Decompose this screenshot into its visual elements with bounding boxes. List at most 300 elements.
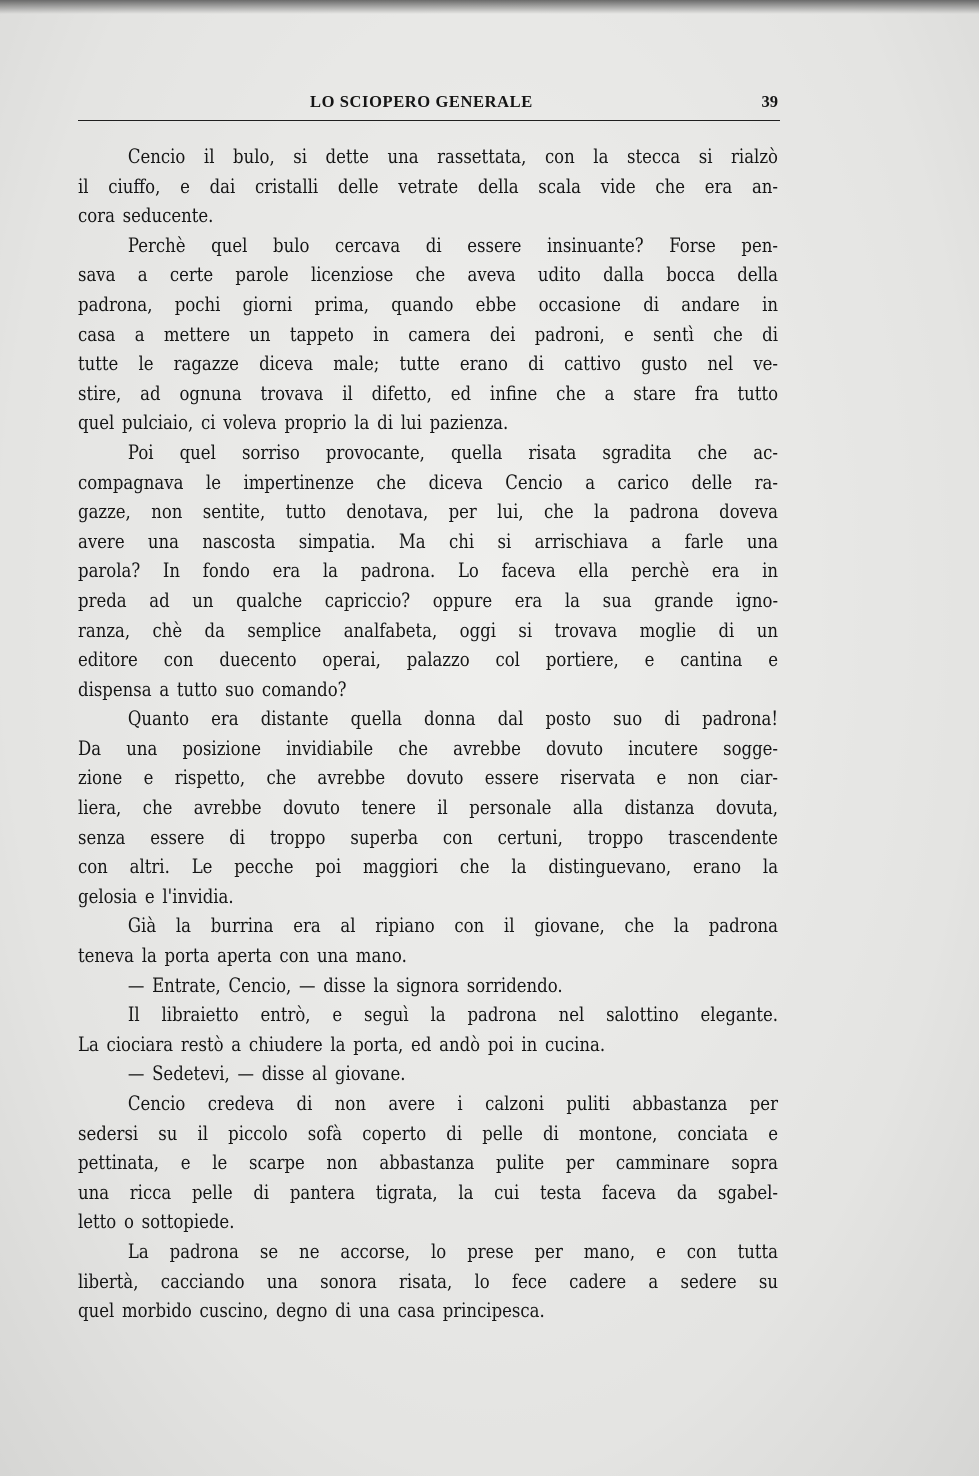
word: lo	[431, 1239, 447, 1263]
word: fece	[511, 1269, 547, 1293]
word: e	[624, 322, 634, 346]
word: che	[415, 263, 446, 287]
word: non	[326, 1151, 358, 1175]
word: per	[448, 500, 477, 524]
word: al	[312, 1062, 328, 1086]
word: parole	[235, 263, 289, 287]
text-line	[78, 201, 778, 231]
word: altri.	[129, 855, 170, 879]
word: quel	[78, 1299, 115, 1323]
word: era	[704, 174, 733, 198]
word: ra-	[754, 470, 778, 494]
word: padrona	[629, 500, 699, 524]
word: prese	[467, 1239, 514, 1263]
word: si	[293, 145, 308, 168]
word: quella	[450, 440, 503, 464]
word: bulo,	[233, 145, 275, 168]
word: senza	[78, 825, 126, 849]
text-line	[78, 1267, 778, 1297]
word: su	[758, 1269, 779, 1293]
word: a	[585, 470, 596, 494]
word: insinuante?	[546, 233, 644, 257]
word: non	[334, 1092, 367, 1115]
word: distanza	[624, 796, 695, 820]
word: le	[212, 1151, 228, 1175]
word: Cencio	[505, 470, 563, 494]
word: stecca	[626, 145, 681, 168]
word: pazienza.	[429, 411, 509, 435]
word: dovuto	[282, 796, 340, 820]
word: si	[698, 145, 713, 168]
text-line	[78, 793, 778, 823]
word: —	[127, 973, 145, 997]
word: con	[544, 145, 575, 168]
word: disse	[323, 973, 366, 997]
word: che	[655, 174, 685, 198]
text-line	[78, 379, 778, 409]
word: tutto	[176, 677, 218, 701]
word: lo	[474, 1269, 490, 1293]
word: coperto	[362, 1121, 427, 1145]
word: palazzo	[406, 648, 470, 672]
text-line	[78, 734, 778, 764]
word: licenziose	[310, 263, 394, 287]
word: giovane.	[334, 1062, 406, 1086]
word: personale	[469, 796, 552, 820]
word: padrona!	[702, 707, 779, 731]
word: la	[322, 559, 339, 583]
word: impertinenze	[243, 470, 355, 494]
word: sottopiede.	[141, 1210, 235, 1234]
word: la	[458, 1180, 474, 1204]
word: su	[158, 1121, 178, 1145]
word: tutto	[285, 500, 327, 524]
word: a	[604, 381, 615, 405]
word: distinguevano,	[548, 855, 672, 879]
word: non	[687, 766, 719, 790]
text-line	[78, 1148, 778, 1178]
word: pulciaio,	[121, 411, 194, 435]
word: e	[768, 1121, 778, 1145]
text-line	[78, 527, 778, 557]
text-line	[78, 260, 778, 290]
word: rassettata,	[437, 145, 527, 168]
word: la	[330, 1032, 346, 1056]
word: quel	[211, 233, 248, 257]
word: sgradita	[602, 440, 672, 464]
word: ve-	[753, 352, 778, 376]
word: male;	[333, 352, 380, 376]
word: ad	[140, 381, 161, 405]
word: sua	[602, 588, 632, 612]
word: e	[768, 648, 779, 672]
word: dovuto	[406, 766, 464, 790]
word: letto	[78, 1210, 117, 1234]
word: pelle	[482, 1121, 523, 1145]
word: cantina	[680, 648, 743, 672]
word: puliti	[566, 1092, 611, 1115]
word: con	[442, 825, 473, 849]
word: trovava	[554, 618, 618, 642]
word: dai	[209, 174, 236, 198]
word: simpatia.	[298, 529, 376, 553]
word: che	[697, 440, 728, 464]
word: quando	[391, 292, 454, 316]
word: una	[126, 736, 158, 760]
word: delle	[337, 174, 379, 198]
word: stire,	[78, 381, 122, 405]
word: una	[147, 529, 180, 553]
word: difetto,	[371, 381, 432, 405]
word: tappeto	[289, 322, 354, 346]
word: oggi	[459, 618, 497, 642]
word: tutto	[737, 381, 779, 405]
word: che	[543, 500, 574, 524]
word: di	[643, 292, 660, 316]
text-line	[78, 704, 778, 734]
word: un	[756, 618, 778, 642]
word: pochi	[174, 292, 221, 316]
word: che	[398, 736, 428, 760]
word: cucina.	[545, 1032, 606, 1056]
word: seguì	[363, 1003, 409, 1027]
word: era	[293, 914, 321, 938]
word: Cencio	[127, 1092, 186, 1115]
word: mano,	[583, 1239, 636, 1263]
word: risata	[528, 440, 577, 464]
text-line	[78, 556, 778, 586]
word: casa	[397, 1299, 435, 1323]
word: giovane,	[534, 914, 605, 938]
word: testa	[539, 1180, 582, 1204]
word: avrebbe	[193, 796, 262, 820]
word: che	[624, 914, 655, 938]
word: posizione	[182, 736, 261, 760]
word: porta	[164, 944, 210, 968]
word: carico	[617, 470, 669, 494]
word: comando?	[261, 677, 347, 701]
word: ragazze	[173, 352, 239, 376]
word: grande	[654, 588, 714, 612]
word: parola?	[78, 559, 141, 583]
word: libraietto	[161, 1003, 239, 1027]
word: montone,	[578, 1121, 658, 1145]
word: erano	[459, 352, 508, 376]
word: faceva	[501, 559, 556, 583]
word: moglie	[639, 618, 697, 642]
word: editore	[78, 648, 138, 672]
word: pecche	[234, 855, 294, 879]
word: in	[762, 292, 778, 316]
word: udito	[537, 263, 581, 287]
word: il	[437, 796, 448, 820]
word: zione	[78, 766, 123, 790]
word: in	[762, 559, 779, 583]
word: dette	[325, 145, 369, 168]
word: il	[503, 914, 515, 938]
word: mano.	[355, 944, 407, 968]
text-line	[78, 1059, 778, 1089]
word: chi	[448, 529, 475, 553]
word: un	[249, 322, 271, 346]
word: essere	[484, 766, 539, 790]
word: una	[78, 1180, 110, 1204]
word: pettinata,	[78, 1151, 160, 1175]
word: cattivo	[564, 352, 621, 376]
word: Da	[78, 736, 102, 760]
word: la	[175, 914, 192, 938]
word: Forse	[669, 233, 716, 257]
word: padrona	[467, 1003, 537, 1027]
word: oppure	[432, 588, 493, 612]
word: a	[651, 529, 662, 553]
word: fondo	[202, 559, 250, 583]
word: tutta	[737, 1239, 778, 1263]
word: avrebbe	[453, 736, 521, 760]
word: sava	[78, 263, 116, 287]
word: certe	[169, 263, 214, 287]
word: voleva	[223, 411, 277, 435]
text-line	[78, 1296, 778, 1326]
word: infine	[489, 381, 538, 405]
word: ognuna	[179, 381, 242, 405]
word: essere	[150, 825, 205, 849]
word: per	[534, 1239, 563, 1263]
running-title: LO SCIOPERO GENERALE	[310, 92, 533, 111]
text-line	[78, 586, 778, 616]
word: ciociara	[106, 1032, 174, 1056]
word: scarpe	[249, 1151, 305, 1175]
word: con	[686, 1239, 717, 1263]
word: ripiano	[375, 914, 435, 938]
word: trovava	[260, 381, 324, 405]
word: fra	[694, 381, 719, 405]
word: troppo	[269, 825, 326, 849]
word: padrona	[708, 914, 778, 938]
word: quel	[179, 440, 216, 464]
page-number: 39	[761, 92, 778, 111]
word: duecento	[219, 648, 297, 672]
word: una	[266, 1269, 298, 1293]
word: donna	[424, 707, 476, 731]
word: riservata	[560, 766, 636, 790]
word: cristalli	[254, 174, 319, 198]
word: e	[144, 884, 155, 908]
text-line	[78, 882, 778, 912]
word: padroni,	[534, 322, 605, 346]
word: di	[377, 411, 393, 435]
word: trascendente	[668, 825, 778, 849]
word: i	[457, 1092, 463, 1115]
word: cuscino,	[199, 1299, 269, 1323]
word: di	[335, 1299, 351, 1323]
word: la	[762, 855, 779, 879]
text-line	[78, 1089, 778, 1119]
word: da	[204, 618, 225, 642]
word: rialzò	[731, 145, 778, 168]
word: il	[342, 381, 353, 405]
text-line	[78, 971, 778, 1001]
word: posto	[545, 707, 592, 731]
word: alla	[572, 796, 604, 820]
word: dispensa	[78, 677, 152, 701]
word: igno-	[736, 588, 779, 612]
word: suo	[225, 677, 255, 701]
word: e	[180, 1151, 191, 1175]
word: sgabel-	[717, 1180, 778, 1204]
word: abbastanza	[632, 1092, 728, 1115]
word: accorse,	[340, 1239, 411, 1263]
text-line	[78, 290, 778, 320]
word: Già	[127, 914, 157, 938]
word: tigrata,	[375, 1180, 438, 1204]
word: gusto	[641, 352, 688, 376]
word: avrebbe	[317, 766, 386, 790]
word: il	[197, 1121, 209, 1145]
word: ed	[411, 1032, 432, 1056]
word: calzoni	[485, 1092, 544, 1115]
word: di	[253, 1180, 270, 1204]
word: mettere	[163, 322, 230, 346]
word: si	[497, 529, 512, 553]
word: —	[127, 1062, 145, 1086]
word: la	[141, 944, 157, 968]
word: provocante,	[325, 440, 425, 464]
word: per	[565, 1151, 595, 1175]
word: una	[358, 1299, 390, 1323]
word: dovuto	[545, 736, 604, 760]
text-line	[78, 616, 778, 646]
text-line	[78, 231, 778, 261]
word: ac-	[753, 440, 778, 464]
text-line	[78, 1119, 778, 1149]
word: essere	[467, 233, 522, 257]
word: che	[459, 855, 490, 879]
word: degno	[275, 1299, 328, 1323]
word: capriccio?	[324, 588, 411, 612]
word: la	[373, 973, 389, 997]
word: ranza,	[78, 618, 131, 642]
word: pulite	[496, 1151, 545, 1175]
text-line	[78, 823, 778, 853]
word: pelle	[191, 1180, 233, 1204]
word: in	[521, 1032, 538, 1056]
word: era	[272, 559, 301, 583]
word: che	[556, 381, 586, 405]
word: semplice	[247, 618, 322, 642]
word: a	[134, 322, 145, 346]
word: bocca	[666, 263, 716, 287]
word: si	[518, 618, 533, 642]
word: padrona	[169, 1239, 239, 1263]
word: Il	[127, 1003, 140, 1027]
word: avere	[78, 529, 125, 553]
word: qualche	[236, 588, 303, 612]
word: gelosia	[78, 884, 138, 908]
word: la	[430, 1003, 446, 1027]
text-line	[78, 1237, 778, 1267]
word: restò	[180, 1032, 224, 1056]
word: sofà	[307, 1121, 343, 1145]
word: disse	[261, 1062, 305, 1086]
word: lui,	[497, 500, 524, 524]
text-line	[78, 438, 778, 468]
word: per	[749, 1092, 778, 1115]
word: burrina	[210, 914, 274, 938]
word: maggiori	[363, 855, 439, 879]
word: lui	[400, 411, 422, 435]
word: da	[676, 1180, 698, 1204]
word: e	[656, 766, 667, 790]
word: Ma	[398, 529, 426, 553]
word: la	[354, 411, 370, 435]
word: se	[259, 1239, 279, 1263]
text-line	[78, 349, 778, 379]
word: casa	[78, 322, 116, 346]
word: padrona,	[78, 292, 153, 316]
word: che	[266, 766, 297, 790]
word: a	[231, 1032, 242, 1056]
word: una	[316, 944, 349, 968]
text-line	[78, 468, 778, 498]
word: di	[718, 618, 735, 642]
text-line	[78, 1030, 778, 1060]
word: una	[746, 529, 778, 553]
word: Quanto	[127, 707, 190, 731]
word: una	[387, 145, 419, 168]
word: teneva	[78, 944, 134, 968]
word: le	[138, 352, 154, 376]
word: credeva	[207, 1092, 275, 1115]
word: andare	[681, 292, 740, 316]
word: ci	[201, 411, 216, 435]
word: doveva	[719, 500, 778, 524]
word: quella	[350, 707, 402, 731]
word: di	[296, 1092, 313, 1115]
word: an-	[751, 174, 778, 198]
word: cora	[78, 204, 115, 228]
word: con	[279, 944, 310, 968]
word: giorni	[242, 292, 293, 316]
word: cadere	[569, 1269, 627, 1293]
word: farle	[684, 529, 724, 553]
word: che	[713, 322, 743, 346]
word: signora	[396, 973, 459, 997]
word: l'invidia.	[162, 884, 234, 908]
word: La	[127, 1239, 149, 1263]
word: chè	[152, 618, 183, 642]
word: vide	[600, 174, 636, 198]
word: porta,	[353, 1032, 404, 1056]
word: principesca.	[442, 1299, 545, 1323]
word: portiere,	[545, 648, 619, 672]
word: nel	[558, 1003, 585, 1027]
word: non	[151, 500, 183, 524]
text-line	[78, 497, 778, 527]
word: sonora	[320, 1269, 377, 1293]
word: Sedetevi,	[152, 1062, 230, 1086]
word: le	[205, 470, 221, 494]
word: faceva	[602, 1180, 657, 1204]
word: denotava,	[346, 500, 429, 524]
word: ebbe	[475, 292, 517, 316]
word: troppo	[587, 825, 644, 849]
word: dovuta,	[715, 796, 779, 820]
word: dal	[497, 707, 524, 731]
word: distante	[260, 707, 329, 731]
word: preda	[78, 588, 127, 612]
word: sogge-	[723, 736, 778, 760]
